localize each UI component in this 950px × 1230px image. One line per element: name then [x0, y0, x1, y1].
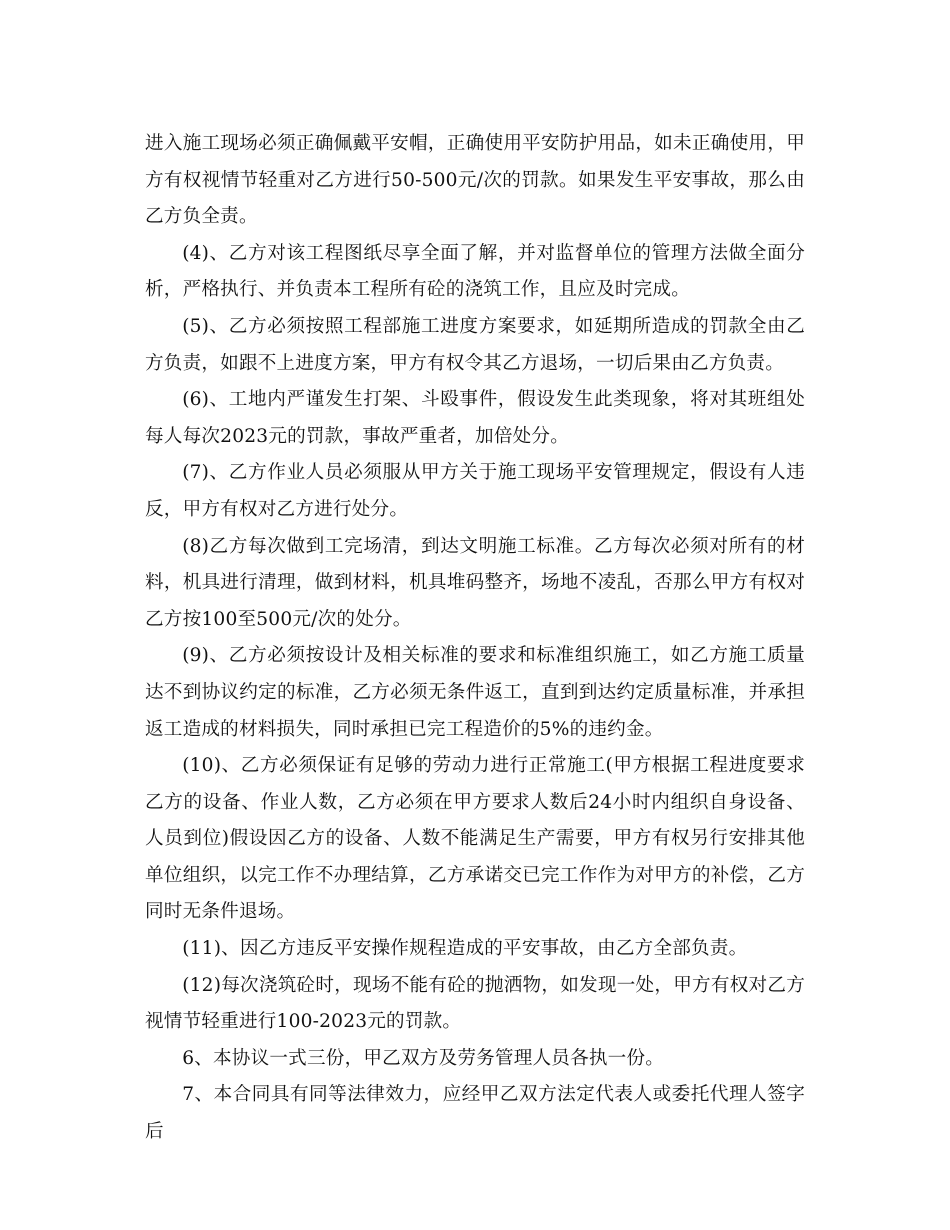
paragraph-item-6: 6、本协议一式三份，甲乙双方及劳务管理人员各执一份。	[182, 1047, 665, 1069]
paragraph-clause-11: (11)、因乙方违反平安操作规程造成的平安事故，由乙方全部负责。	[182, 938, 748, 960]
paragraph-clause-10: (10)、乙方必须保证有足够的劳动力进行正常施工(甲方根据工程进度要求乙方的设备、作业人数，乙方必须在甲方要求人数后24小时内组织自身设备、人员到位)假设因乙方的设备、人数不能满足生产需要，甲方有权另行安排其他单位组织，以完工作不办理结算，乙方承诺交已完工作作为对甲方的补偿，乙方同时无条件退场。	[145, 755, 805, 923]
paragraph-item-7: 7、本合同具有同等法律效力，应经甲乙双方法定代表人或委托代理人签字后	[145, 1084, 805, 1143]
paragraph-safety-helmet: 进入施工现场必须正确佩戴平安帽，正确使用平安防护用品，如未正确使用，甲方有权视情节轻重对乙方进行50-500元/次的罚款。如果发生平安事故，那么由乙方负全责。	[145, 133, 805, 228]
paragraph-clause-7: (7)、乙方作业人员必须服从甲方关于施工现场平安管理规定，假设有人违反，甲方有权对乙方进行处分。	[145, 462, 805, 520]
paragraph-clause-12: (12)每次浇筑砼时，现场不能有砼的抛洒物，如发现一处，甲方有权对乙方视情节轻重进行100-2023元的罚款。	[145, 974, 805, 1033]
paragraph-clause-6: (6)、工地内严谨发生打架、斗殴事件，假设发生此类现象，将对其班组处每人每次2023元的罚款，事故严重者，加倍处分。	[145, 389, 805, 447]
contract-body	[145, 126, 805, 1151]
paragraph-clause-9: (9)、乙方必须按设计及相关标准的要求和标准组织施工，如乙方施工质量达不到协议约定的标准，乙方必须无条件返工，直到到达约定质量标准，并承担返工造成的材料损失，同时承担已完工程造价的5%的违约金。	[145, 645, 805, 740]
paragraph-clause-8: (8)乙方每次做到工完场清，到达文明施工标准。乙方每次必须对所有的材料，机具进行清理，做到材料，机具堆码整齐，场地不凌乱，否那么甲方有权对乙方按100至500元/次的处分。	[145, 535, 805, 630]
paragraph-clause-4: (4)、乙方对该工程图纸尽享全面了解，并对监督单位的管理方法做全面分析，严格执行、并负责本工程所有砼的浇筑工作，且应及时完成。	[145, 242, 805, 301]
paragraph-clause-5: (5)、乙方必须按照工程部施工进度方案要求，如延期所造成的罚款全由乙方负责，如跟不上进度方案，甲方有权令其乙方退场，一切后果由乙方负责。	[145, 315, 805, 374]
